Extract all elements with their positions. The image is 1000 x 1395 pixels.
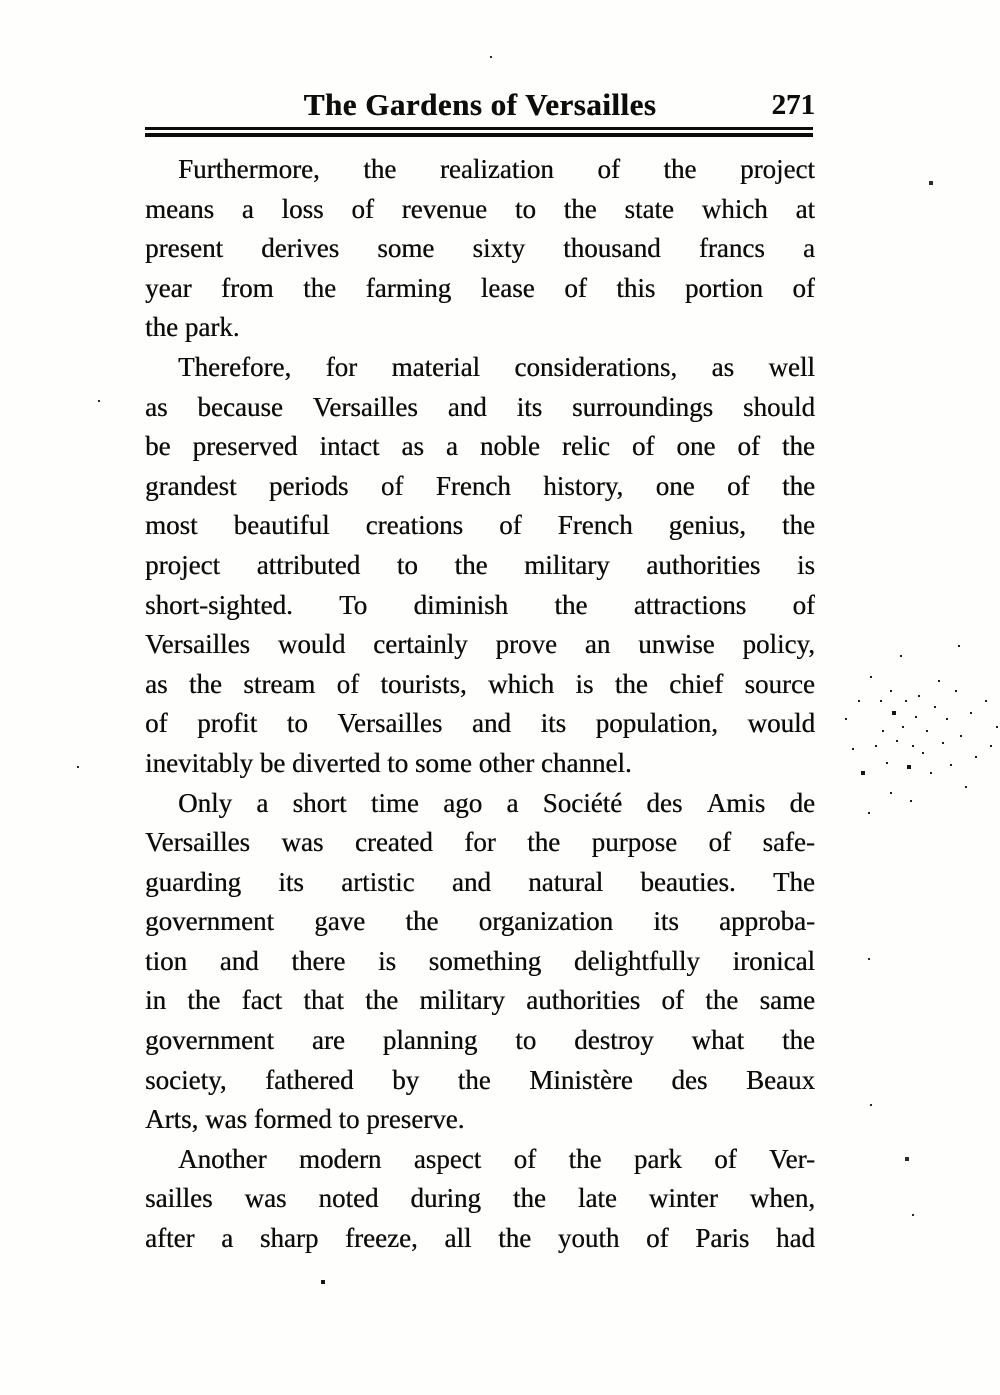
text-line: present derives some sixty thousand francs a <box>145 233 815 264</box>
text-line: be preserved intact as a noble relic of one of the <box>145 431 815 462</box>
page-number: 271 <box>771 89 815 121</box>
text-line: as because Versailles and its surroundings should <box>145 391 815 422</box>
paragraph <box>145 1140 815 1259</box>
text-line: Arts, was formed to preserve. <box>145 1104 465 1135</box>
paragraph <box>145 348 815 784</box>
page-body <box>145 150 815 1259</box>
text-line: short-sighted. To diminish the attractions of <box>145 589 815 620</box>
text-line: most beautiful creations of French genius, the <box>145 510 815 541</box>
text-line: year from the farming lease of this portion of <box>145 272 815 303</box>
text-line: project attributed to the military authorities is <box>145 549 815 580</box>
rule-top-line <box>145 127 813 130</box>
paragraph <box>145 150 815 348</box>
text-line: Versailles would certainly prove an unwise policy, <box>145 629 815 660</box>
text-line: government gave the organization its approba- <box>145 906 815 937</box>
text-line: Furthermore, the realization of the project <box>178 154 815 184</box>
text-line: as the stream of tourists, which is the chief source <box>145 668 815 699</box>
text-line: grandest periods of French history, one of the <box>145 470 815 501</box>
text-line: inevitably be diverted to some other channel. <box>145 747 632 778</box>
text-line: means a loss of revenue to the state which at <box>145 193 815 224</box>
text-line: Only a short time ago a Société des Amis de <box>178 787 815 818</box>
scan-noise-speckles <box>0 0 2 2</box>
text-line: society, fathered by the Ministère des Beaux <box>145 1064 815 1095</box>
chapter-title: The Gardens of Versailles <box>303 87 657 122</box>
rule-bottom-line <box>145 133 813 137</box>
paragraph <box>145 784 815 1140</box>
text-line: after a sharp freeze, all the youth of Paris had <box>145 1223 815 1254</box>
text-line: guarding its artistic and natural beauties. The <box>145 866 815 897</box>
text-line: Another modern aspect of the park of Ver- <box>178 1143 815 1174</box>
text-line: the park. <box>145 312 240 343</box>
text-line: government are planning to destroy what the <box>145 1025 815 1056</box>
text-line: tion and there is something delightfully ironical <box>145 945 815 976</box>
text-line: sailles was noted during the late winter when, <box>145 1183 815 1214</box>
text-line: in the fact that the military authorities of the same <box>145 985 815 1016</box>
double-rule <box>145 127 813 137</box>
text-line: Versailles was created for the purpose of safe- <box>145 827 815 858</box>
page-header <box>145 84 815 126</box>
text-line: Therefore, for material considerations, as well <box>178 351 815 382</box>
text-line: of profit to Versailles and its population, would <box>145 708 815 739</box>
